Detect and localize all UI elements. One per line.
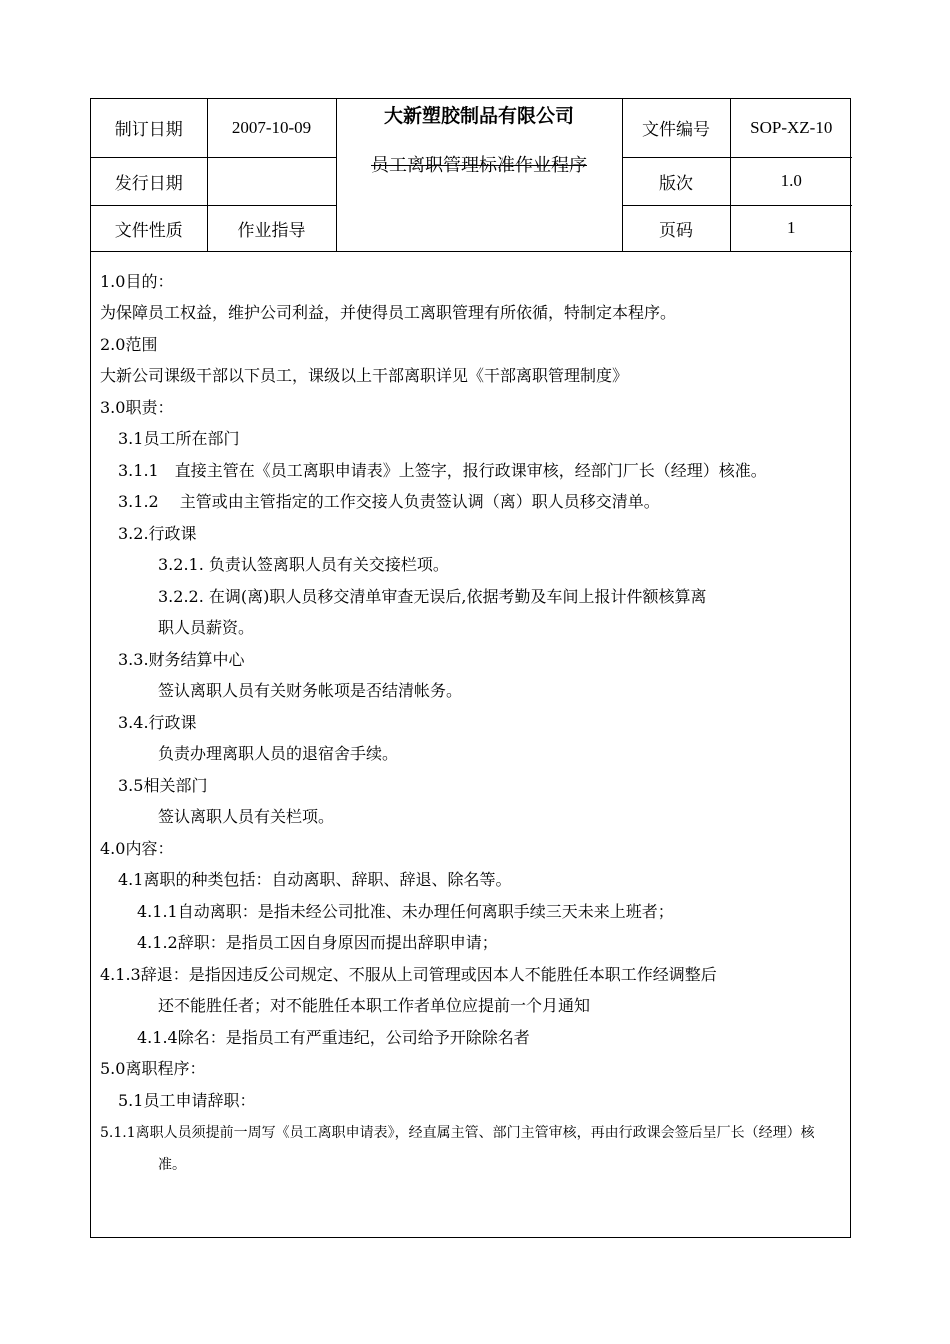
header-row [91, 99, 852, 157]
issue-date-label: 发行日期 [91, 157, 207, 205]
document-title: 员工离职管理标准作业程序 [371, 155, 587, 176]
page-value: 1 [730, 205, 852, 251]
clause-text: 3.1.1 直接主管在《员工离职申请表》上签字，报行政课审核，经部门厂长（经理）核准。 [118, 460, 767, 480]
body-text: 还不能胜任者；对不能胜任本职工作者单位应提前一个月通知 [158, 996, 591, 1015]
body-text [100, 455, 842, 487]
body-text: 4.1.1自动离职：是指未经公司批准、未办理任何离职手续三天未来上班者； [137, 901, 674, 921]
body-text: 3.2.1. 负责认签离职人员有关交接栏项。 [158, 555, 449, 574]
subsection-heading: 4.1离职的种类包括：自动离职、辞职、辞退、除名等。 [118, 870, 512, 889]
doc-number-label: 文件编号 [622, 99, 730, 157]
doc-number-value: SOP-XZ-10 [730, 99, 852, 157]
subsection-heading: 5.1员工申请辞职： [118, 1090, 256, 1110]
version-label: 版次 [622, 157, 730, 205]
body-text: 5.1.1离职人员须提前一周写《员工离职申请表》，经直属主管、部门主管审核，再由行政课会签后呈厂长（经理）核准。 [100, 1125, 815, 1173]
issue-date-value [207, 157, 336, 205]
header-table [91, 99, 852, 252]
version-value: 1.0 [730, 157, 852, 205]
section-heading: 5.0离职程序： [100, 1059, 206, 1078]
section-heading: 3.0职责： [100, 397, 174, 417]
body-text: 为保障员工权益，维护公司利益，并使得员工离职管理有所依循，特制定本程序。 [100, 303, 677, 322]
subsection-heading: 3.2.行政课 [118, 523, 197, 543]
body-text: 签认离职人员有关财务帐项是否结清帐务。 [158, 681, 463, 700]
body-text: 职人员薪资。 [158, 618, 255, 637]
page-label: 页码 [622, 205, 730, 251]
body-text: 大新公司课级干部以下员工，课级以上干部离职详见《干部离职管理制度》 [100, 366, 629, 385]
revision-date-label: 制订日期 [91, 99, 207, 157]
revision-date-value: 2007-10-09 [207, 99, 336, 157]
section-heading: 4.0内容： [100, 838, 174, 858]
doc-nature-label: 文件性质 [91, 205, 207, 251]
subsection-heading: 3.1员工所在部门 [118, 429, 240, 448]
section-heading: 2.0范围 [100, 334, 158, 354]
section-heading: 1.0目的： [100, 271, 174, 291]
sop-document [90, 98, 851, 1238]
body-text: 4.1.4除名：是指员工有严重违纪，公司给予开除除名者 [137, 1027, 530, 1047]
title-cell [336, 99, 622, 251]
subsection-heading: 3.5相关部门 [118, 775, 208, 795]
body-text: 3.1.2 主管或由主管指定的工作交接人负责签认调（离）职人员移交清单。 [118, 492, 660, 511]
body-text: 签认离职人员有关栏项。 [158, 807, 335, 826]
subsection-heading: 3.4.行政课 [118, 712, 197, 732]
subsection-heading: 3.3.财务结算中心 [118, 649, 245, 669]
body-text: 4.1.3辞退：是指因违反公司规定、不服从上司管理或因本人不能胜任本职工作经调整后 [100, 964, 717, 984]
body-text: 4.1.2辞职：是指员工因自身原因而提出辞职申请； [137, 933, 498, 952]
document-body [91, 252, 850, 1182]
company-name: 大新塑胶制品有限公司 [383, 105, 574, 127]
body-text: 3.2.2. 在调(离)职人员移交清单审查无误后,依据考勤及车间上报计件额核算离 [158, 586, 707, 606]
body-text: 负责办理离职人员的退宿舍手续。 [158, 744, 399, 763]
doc-nature-value: 作业指导 [207, 205, 336, 251]
